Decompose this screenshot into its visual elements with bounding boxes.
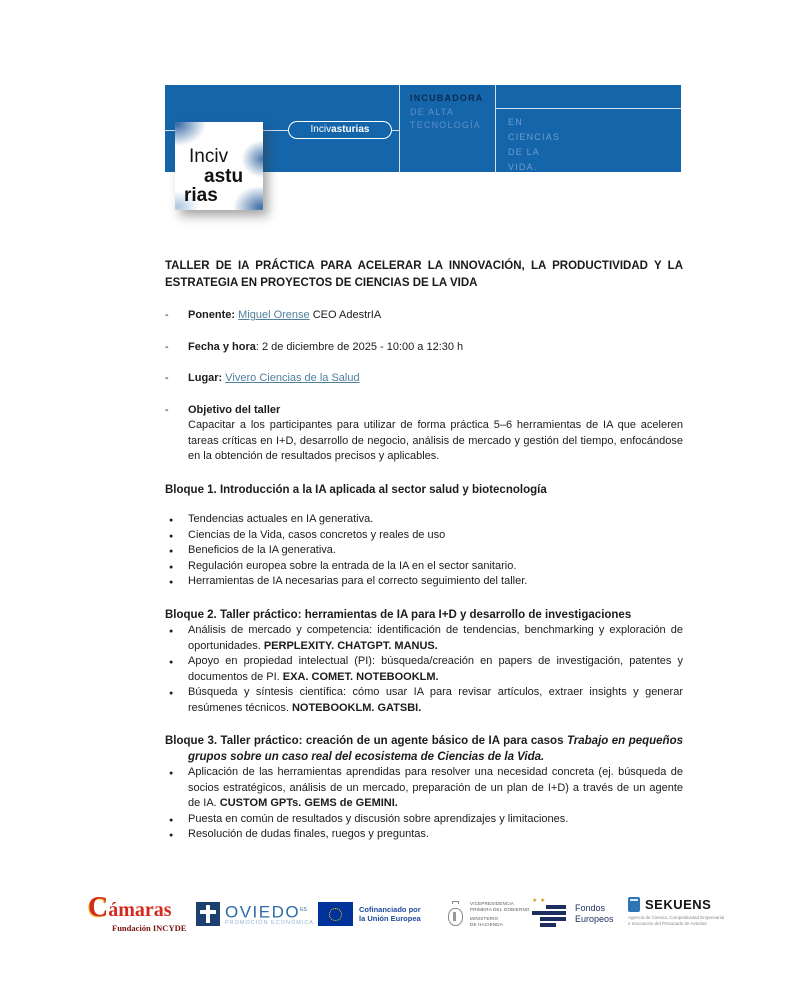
detail-value	[225, 372, 359, 384]
oviedo-superscript: ES	[300, 906, 307, 913]
crest-body	[448, 908, 463, 926]
logo-line-3: rias	[184, 185, 218, 206]
list-item	[188, 512, 683, 528]
block-2-heading	[165, 608, 683, 624]
block-1-list	[165, 512, 683, 590]
detail-row-lugar	[165, 371, 683, 387]
dash-marker: -	[165, 403, 169, 416]
gobierno-espana-logo	[445, 891, 530, 937]
logo-line-1: Inciv	[189, 146, 229, 167]
detail-value	[238, 309, 381, 321]
detail-content	[188, 371, 683, 387]
incivasturias-logo	[175, 122, 263, 210]
banner-horizontal-rule	[496, 108, 681, 109]
spain-coat-of-arms-icon	[445, 901, 465, 927]
detail-label: Lugar:	[188, 372, 226, 384]
text-link[interactable]: Miguel Orense	[238, 309, 310, 321]
banner-text-tecnologia: TECNOLOGÍA	[410, 120, 482, 130]
sekuens-subtitle	[628, 915, 724, 926]
block-3-list	[165, 765, 683, 843]
camaras-incyde-logo	[88, 891, 186, 937]
text-segment: CEO AdestrIA	[309, 309, 382, 321]
dash-marker: -	[165, 309, 169, 321]
banner-line: EN	[508, 117, 523, 127]
text-link[interactable]: Vivero Ciencias de la Salud	[225, 372, 360, 384]
footer-logos	[0, 891, 792, 941]
list-item	[188, 765, 683, 812]
pill-text-regular: Inciv	[310, 124, 332, 135]
text-segment: Ciencias de la Vida, casos concretos y reales de uso	[188, 528, 446, 541]
oviedo-logo	[196, 891, 314, 937]
banner-line: CIENCIAS	[508, 132, 561, 142]
list-item	[188, 528, 683, 544]
gobierno-text-block	[470, 901, 530, 927]
list-item	[188, 654, 683, 685]
text-segment: Regulación europea sobre la entrada de la IA en el sector sanitario.	[188, 559, 517, 572]
camaras-subtitle: Fundación INCYDE	[112, 923, 187, 933]
banner-text-ciencias-vida	[508, 115, 560, 175]
block-1-heading	[165, 483, 683, 499]
gobierno-text-line: VICEPRESIDENCIA	[470, 901, 515, 906]
oviedo-wordmark	[225, 902, 314, 921]
text-segment: Apoyo en propiedad intelectual (PI): búsqueda/creación en papers de investigación, patentes y documentos de PI.	[188, 655, 683, 683]
banner-line: VIDA.	[508, 162, 538, 172]
text-segment: Bloque 1. Introducción a la IA aplicada al sector salud y biotecnología	[165, 483, 547, 496]
eu-flag-icon	[318, 902, 353, 926]
sekuens-logo	[628, 891, 724, 937]
flag-stripe	[546, 905, 566, 909]
text-segment: NOTEBOOKLM. GATSBI.	[291, 701, 422, 714]
dash-marker: -	[165, 372, 169, 384]
text-segment: Resolución de dudas finales, ruegos y preguntas.	[188, 828, 429, 840]
detail-label: Ponente:	[188, 309, 239, 321]
detail-label: Objetivo del taller	[188, 403, 281, 416]
detail-label: Fecha y hora	[188, 340, 256, 353]
gobierno-text-line: MINISTERIO	[470, 916, 499, 921]
text-segment: EXA. COMET. NOTEBOOKLM.	[282, 670, 439, 683]
detail-value	[256, 341, 463, 353]
detail-content	[188, 308, 683, 324]
sekuens-subtitle-line: Agencia de Ciencia, Competitividad Empresarial	[628, 915, 725, 920]
fondos-text-block	[575, 903, 614, 925]
eu-stars-circle	[329, 908, 342, 921]
page-title: TALLER DE IA PRÁCTICA PARA ACELERAR LA INNOVACIÓN, LA PRODUCTIVIDAD Y LA ESTRATEGIA EN PROYECTOS DE CIENCIAS DE LA VIDA	[165, 260, 683, 289]
gobierno-text-line: DE HACIENDA	[470, 921, 503, 927]
text-segment: Bloque 2. Taller práctico: herramientas de IA para I+D y desarrollo de investigaciones	[165, 608, 632, 621]
eu-text-line: la Unión Europea	[359, 914, 421, 923]
text-segment: Trabajo en pequeños grupos sobre un caso real del ecosistema de Ciencias de la Vida.	[188, 735, 684, 763]
flag-stripe	[540, 917, 566, 921]
text-segment: : 2 de diciembre de 2025 - 10:00 a 12:30 h	[255, 340, 464, 353]
eu-cofunded-logo	[318, 891, 421, 937]
banner-text-incubadora: INCUBADORA	[410, 93, 484, 103]
crest-crown	[452, 901, 459, 904]
text-segment: PERPLEXITY. CHATGPT. MANUS.	[263, 639, 438, 652]
star-icon: ★	[532, 898, 538, 904]
banner-incubadora-column	[400, 85, 496, 172]
camaras-text: ámaras	[108, 899, 172, 921]
oviedo-cross-icon	[196, 902, 220, 926]
text-segment: CUSTOM GPTs. GEMS de GEMINI.	[219, 797, 398, 809]
text-segment: Puesta en común de resultados y discusión sobre aprendizajes y limitaciones.	[188, 812, 569, 825]
oviedo-subtitle: PROMOCIÓN ECONÓMICA	[225, 920, 314, 927]
detail-row-fecha	[165, 340, 683, 356]
pill-text-bold: asturias	[331, 124, 370, 135]
sekuens-subtitle-line: e Innovación del Principado de Asturias	[628, 920, 707, 926]
incivasturias-pill-logo	[288, 121, 392, 139]
document-content	[165, 258, 683, 843]
fondos-text-line: Europeos	[575, 914, 614, 924]
eu-text-block	[359, 905, 421, 924]
objetivo-paragraph: Capacitar a los participantes para utilizar de forma práctica 5–6 herramientas de IA que aceleren tareas críticas en I+D, desarrollo de negocio, análisis de mercado y gestión del tiempo, enfocándose en la obtención de resultados precisos y aplicables.	[188, 419, 683, 462]
block-1	[165, 483, 683, 590]
oviedo-name: OVIEDO	[225, 902, 301, 922]
text-segment: Tendencias actuales en IA generativa.	[188, 513, 374, 525]
list-item	[188, 543, 683, 559]
detail-row-ponente	[165, 308, 683, 324]
text-segment: Análisis de mercado y competencia: identificación de tendencias, benchmarking y exploración de oportunidades.	[188, 624, 683, 652]
sekuens-shield-icon	[628, 897, 640, 912]
list-item	[188, 685, 683, 716]
star-icon: ★	[540, 898, 546, 904]
block-3	[165, 734, 683, 843]
detail-content	[188, 403, 683, 465]
flag-stripe	[540, 923, 556, 927]
sekuens-name: SEKUENS	[645, 897, 712, 912]
list-item	[188, 559, 683, 575]
sekuens-wordmark-row	[628, 897, 724, 912]
text-segment: Aplicación de las herramientas aprendidas para resolver una necesidad concreta (ej. búsqueda de socios estratégicos, análisis de un mercado, preparación de un plan de I+D) a través de un agente de IA.	[188, 766, 683, 809]
fondos-europeos-icon	[532, 898, 568, 930]
camaras-wordmark	[88, 892, 186, 923]
eu-text-line: Cofinanciado por	[359, 904, 421, 914]
banner-text-de-alta: DE ALTA	[410, 106, 455, 117]
list-item	[188, 574, 683, 590]
text-segment: Beneficios de la IA generativa.	[188, 544, 336, 556]
block-2-list	[165, 623, 683, 716]
oviedo-text-block	[225, 902, 314, 927]
logo-line-2: astu	[204, 165, 244, 187]
block-2	[165, 608, 683, 717]
detail-row-objetivo	[165, 403, 683, 465]
camaras-c-glyph: C	[88, 892, 109, 923]
text-segment: Bloque 3. Taller práctico: creación de un agente básico de IA para casos	[165, 735, 567, 747]
list-item	[188, 827, 683, 843]
banner-line: DE LA	[508, 147, 541, 157]
text-segment: Herramientas de IA necesarias para el correcto seguimiento del taller.	[188, 575, 528, 587]
list-item	[188, 812, 683, 828]
dash-marker: -	[165, 340, 169, 353]
list-item	[188, 623, 683, 654]
flag-stripe	[532, 911, 566, 915]
block-3-heading	[165, 734, 683, 765]
banner-ciencias-column	[496, 85, 681, 172]
fondos-europeos-logo	[532, 891, 614, 937]
fondos-text-line: Fondos	[575, 903, 606, 913]
gobierno-text-line: PRIMERA DEL GOBIERNO	[470, 906, 530, 912]
text-segment: Búsqueda y síntesis científica: cómo usar IA para revisar artículos, extraer insights y generar resúmenes técnicos.	[188, 686, 683, 714]
detail-content	[188, 340, 683, 356]
